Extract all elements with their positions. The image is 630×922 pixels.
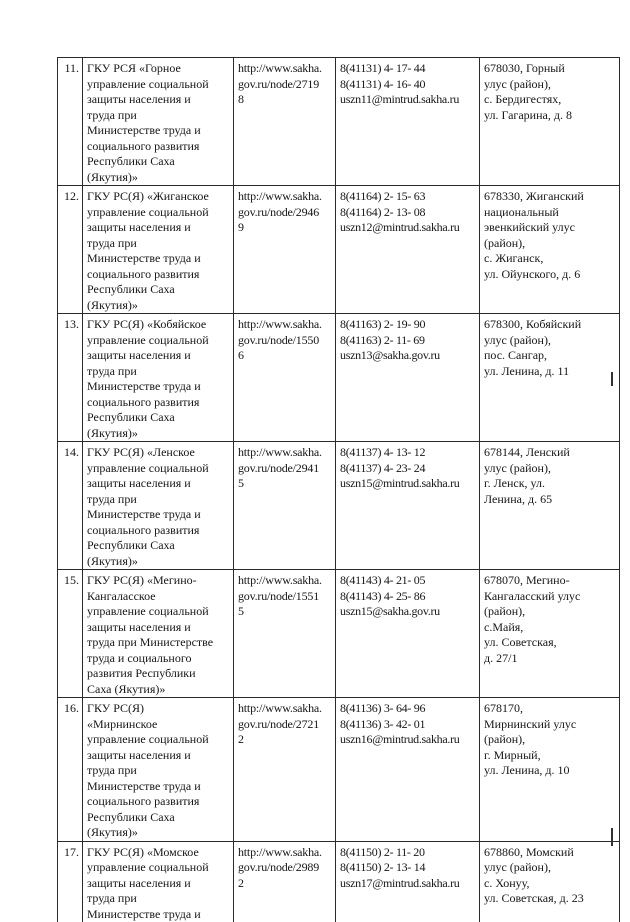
email-address[interactable]: uszn12@mintrud.sakha.ru <box>340 220 476 236</box>
website-link[interactable] <box>234 841 336 922</box>
url-line: 2 <box>238 876 332 892</box>
phone-number: 8(41136) 3- 64- 96 <box>340 701 476 717</box>
address-line: улус (район), <box>484 77 616 93</box>
address-line: ул. Советская, <box>484 635 616 651</box>
institution-name <box>83 186 234 314</box>
email-address[interactable]: uszn17@mintrud.sakha.ru <box>340 876 476 892</box>
address-line: 678170, <box>484 701 616 717</box>
row-number: 16. <box>58 698 83 842</box>
name-line: управление социальной <box>87 461 230 477</box>
website-link[interactable] <box>234 570 336 698</box>
address-line: эвенкийский улус <box>484 220 616 236</box>
social-protection-offices-table <box>57 57 620 922</box>
address-line: Ленина, д. 65 <box>484 492 616 508</box>
name-line: труда при <box>87 492 230 508</box>
phone-number: 8(41143) 4- 25- 86 <box>340 589 476 605</box>
name-line: (Якутия)» <box>87 554 230 570</box>
table-row <box>58 442 620 570</box>
url-line: http://www.sakha. <box>238 701 332 717</box>
institution-name <box>83 698 234 842</box>
url-line: 8 <box>238 92 332 108</box>
address-line: г. Ленск, ул. <box>484 476 616 492</box>
email-address[interactable]: uszn15@mintrud.sakha.ru <box>340 476 476 492</box>
phone-number: 8(41163) 2- 19- 90 <box>340 317 476 333</box>
name-line: труда при <box>87 763 230 779</box>
address-line: пос. Сангар, <box>484 348 616 364</box>
name-line: ГКУ РС(Я) «Жиганское <box>87 189 230 205</box>
name-line: Министерстве труда и <box>87 779 230 795</box>
name-line: (Якутия)» <box>87 298 230 314</box>
postal-address <box>480 570 620 698</box>
url-line: gov.ru/node/2941 <box>238 461 332 477</box>
name-line: социального развития <box>87 267 230 283</box>
website-link[interactable] <box>234 314 336 442</box>
name-line: защиты населения и <box>87 220 230 236</box>
name-line: «Мирнинское <box>87 717 230 733</box>
name-line: защиты населения и <box>87 476 230 492</box>
name-line: (Якутия)» <box>87 825 230 841</box>
address-line: ул. Советская, д. 23 <box>484 891 616 907</box>
address-line: с.Майя, <box>484 620 616 636</box>
url-line: 2 <box>238 732 332 748</box>
name-line: Министерстве труда и <box>87 379 230 395</box>
name-line: защиты населения и <box>87 748 230 764</box>
table-body <box>58 58 620 922</box>
name-line: Республики Саха <box>87 282 230 298</box>
institution-name <box>83 314 234 442</box>
name-line: Министерстве труда и <box>87 907 230 922</box>
row-number: 17. <box>58 841 83 922</box>
name-line: Министерстве труда и <box>87 123 230 139</box>
phone-number: 8(41150) 2- 13- 14 <box>340 860 476 876</box>
address-line: улус (район), <box>484 860 616 876</box>
name-line: Республики Саха <box>87 538 230 554</box>
name-line: труда при Министерстве <box>87 635 230 651</box>
url-line: http://www.sakha. <box>238 845 332 861</box>
name-line: защиты населения и <box>87 876 230 892</box>
row-number: 15. <box>58 570 83 698</box>
address-line: улус (район), <box>484 333 616 349</box>
url-line: gov.ru/node/2719 <box>238 77 332 93</box>
scan-artifact-mark <box>611 828 613 846</box>
address-line: (район), <box>484 604 616 620</box>
name-line: социального развития <box>87 395 230 411</box>
address-line: 678144, Ленский <box>484 445 616 461</box>
phone-number: 8(41164) 2- 15- 63 <box>340 189 476 205</box>
name-line: Министерстве труда и <box>87 251 230 267</box>
url-line: gov.ru/node/2721 <box>238 717 332 733</box>
url-line: http://www.sakha. <box>238 189 332 205</box>
name-line: (Якутия)» <box>87 426 230 442</box>
name-line: Республики Саха <box>87 154 230 170</box>
address-line: национальный <box>484 205 616 221</box>
url-line: http://www.sakha. <box>238 445 332 461</box>
phone-number: 8(41137) 4- 23- 24 <box>340 461 476 477</box>
address-line: 678330, Жиганский <box>484 189 616 205</box>
name-line: Республики Саха <box>87 810 230 826</box>
address-line: ул. Ленина, д. 10 <box>484 763 616 779</box>
postal-address <box>480 186 620 314</box>
email-address[interactable]: uszn16@mintrud.sakha.ru <box>340 732 476 748</box>
table-row <box>58 314 620 442</box>
name-line: (Якутия)» <box>87 170 230 186</box>
name-line: управление социальной <box>87 205 230 221</box>
contact-info <box>336 314 480 442</box>
name-line: Министерстве труда и <box>87 507 230 523</box>
phone-number: 8(41143) 4- 21- 05 <box>340 573 476 589</box>
url-line: http://www.sakha. <box>238 573 332 589</box>
name-line: труда при <box>87 108 230 124</box>
address-line: (район), <box>484 732 616 748</box>
row-number: 11. <box>58 58 83 186</box>
name-line: социального развития <box>87 523 230 539</box>
contact-info <box>336 698 480 842</box>
name-line: ГКУ РС(Я) «Ленское <box>87 445 230 461</box>
phone-number: 8(41164) 2- 13- 08 <box>340 205 476 221</box>
contact-info <box>336 58 480 186</box>
name-line: ГКУ РСЯ «Горное <box>87 61 230 77</box>
phone-number: 8(41136) 3- 42- 01 <box>340 717 476 733</box>
contact-info <box>336 186 480 314</box>
name-line: социального развития <box>87 139 230 155</box>
address-line: 678070, Мегино- <box>484 573 616 589</box>
contact-info <box>336 442 480 570</box>
name-line: ГКУ РС(Я) «Мегино- <box>87 573 230 589</box>
name-line: труда и социального <box>87 651 230 667</box>
phone-number: 8(41131) 4- 17- 44 <box>340 61 476 77</box>
address-line: улус (район), <box>484 461 616 477</box>
address-line: Мирнинский улус <box>484 717 616 733</box>
url-line: 5 <box>238 476 332 492</box>
email-address[interactable]: uszn11@mintrud.sakha.ru <box>340 92 476 108</box>
address-line: 678030, Горный <box>484 61 616 77</box>
table-row <box>58 570 620 698</box>
url-line: gov.ru/node/2946 <box>238 205 332 221</box>
phone-number: 8(41137) 4- 13- 12 <box>340 445 476 461</box>
table-row <box>58 58 620 186</box>
address-line: с. Бердигестях, <box>484 92 616 108</box>
name-line: защиты населения и <box>87 620 230 636</box>
name-line: ГКУ РС(Я) «Момское <box>87 845 230 861</box>
table-row <box>58 841 620 922</box>
url-line: 6 <box>238 348 332 364</box>
address-line: (район), <box>484 236 616 252</box>
name-line: ГКУ РС(Я) <box>87 701 230 717</box>
contact-info <box>336 570 480 698</box>
url-line: gov.ru/node/2989 <box>238 860 332 876</box>
website-link[interactable] <box>234 186 336 314</box>
url-line: gov.ru/node/1550 <box>238 333 332 349</box>
institution-name <box>83 442 234 570</box>
institution-name <box>83 570 234 698</box>
scan-artifact-mark <box>611 372 613 386</box>
row-number: 12. <box>58 186 83 314</box>
address-line: 678300, Кобяйский <box>484 317 616 333</box>
address-line: с. Жиганск, <box>484 251 616 267</box>
postal-address <box>480 698 620 842</box>
name-line: Республики Саха <box>87 410 230 426</box>
name-line: управление социальной <box>87 732 230 748</box>
url-line: http://www.sakha. <box>238 317 332 333</box>
name-line: социального развития <box>87 794 230 810</box>
name-line: развития Республики <box>87 666 230 682</box>
url-line: 5 <box>238 604 332 620</box>
website-link[interactable] <box>234 58 336 186</box>
name-line: труда при <box>87 236 230 252</box>
phone-number: 8(41163) 2- 11- 69 <box>340 333 476 349</box>
name-line: управление социальной <box>87 77 230 93</box>
address-line: 678860, Момский <box>484 845 616 861</box>
address-line: г. Мирный, <box>484 748 616 764</box>
name-line: труда при <box>87 364 230 380</box>
name-line: управление социальной <box>87 604 230 620</box>
postal-address <box>480 58 620 186</box>
institution-name <box>83 58 234 186</box>
name-line: защиты населения и <box>87 348 230 364</box>
email-address[interactable]: uszn13@sakha.gov.ru <box>340 348 476 364</box>
contact-info <box>336 841 480 922</box>
name-line: Кангаласское <box>87 589 230 605</box>
name-line: управление социальной <box>87 860 230 876</box>
row-number: 13. <box>58 314 83 442</box>
postal-address <box>480 442 620 570</box>
name-line: Саха (Якутия)» <box>87 682 230 698</box>
table-row <box>58 698 620 842</box>
name-line: ГКУ РС(Я) «Кобяйское <box>87 317 230 333</box>
address-line: ул. Ленина, д. 11 <box>484 364 616 380</box>
url-line: 9 <box>238 220 332 236</box>
postal-address <box>480 841 620 922</box>
table-row <box>58 186 620 314</box>
url-line: gov.ru/node/1551 <box>238 589 332 605</box>
email-address[interactable]: uszn15@sakha.gov.ru <box>340 604 476 620</box>
website-link[interactable] <box>234 442 336 570</box>
url-line: http://www.sakha. <box>238 61 332 77</box>
phone-number: 8(41150) 2- 11- 20 <box>340 845 476 861</box>
address-line: с. Хонуу, <box>484 876 616 892</box>
website-link[interactable] <box>234 698 336 842</box>
name-line: труда при <box>87 891 230 907</box>
address-line: д. 27/1 <box>484 651 616 667</box>
phone-number: 8(41131) 4- 16- 40 <box>340 77 476 93</box>
address-line: ул. Ойунского, д. 6 <box>484 267 616 283</box>
institution-name <box>83 841 234 922</box>
row-number: 14. <box>58 442 83 570</box>
name-line: защиты населения и <box>87 92 230 108</box>
address-line: Кангаласский улус <box>484 589 616 605</box>
name-line: управление социальной <box>87 333 230 349</box>
postal-address <box>480 314 620 442</box>
address-line: ул. Гагарина, д. 8 <box>484 108 616 124</box>
